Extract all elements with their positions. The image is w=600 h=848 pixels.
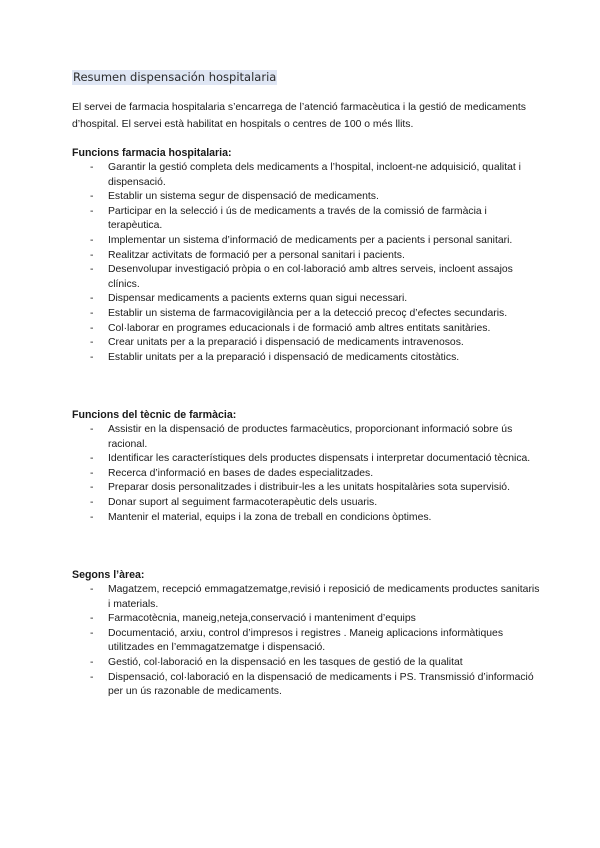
list-item: - Gestió, col·laboració en la dispensació en les tasques de gestió de la qualitat [72,656,542,671]
intro-paragraph: El servei de farmacia hospitalaria s’encarrega de l’atenció farmacèutica i la gestió de medicaments d’hospital. El servei està habilitat en hospitals o centres de 100 o més llits. [72,102,526,130]
list-item: - Desenvolupar investigació pròpia o en col·laboració amb altres serveis, incloent assajos clínics. [72,263,542,292]
section-heading: Segons l’àrea: [72,569,145,581]
list-item: - Preparar dosis personalitzades i distribuir-les a les unitats hospitalàries sota supervisió. [72,481,542,496]
bullet-list [72,583,542,700]
list-item: - Implementar un sistema d’informació de medicaments per a pacients i personal sanitari. [72,234,542,249]
document-title: Resumen dispensación hospitalaria [73,70,277,84]
list-item: - Garantir la gestió completa dels medicaments a l’hospital, incloent-ne adquisició, qualitat i dispensació. [72,161,542,190]
section-heading: Funcions del tècnic de farmàcia: [72,409,237,421]
list-item: - Mantenir el material, equips i la zona de treball en condicions òptimes. [72,511,542,526]
list-item: - Crear unitats per a la preparació i dispensació de medicaments intravenosos. [72,336,542,351]
list-item: - Farmacotècnia, maneig,neteja,conservació i manteniment d’equips [72,612,542,627]
list-item: - Assistir en la dispensació de productes farmacèutics, proporcionant informació sobre ús racional. [72,423,542,452]
section-segons-area [72,567,542,700]
section-heading: Funcions farmacia hospitalaria: [72,147,232,159]
list-item: - Dispensació, col·laboració en la dispensació de medicaments i PS. Transmissió d’informació per un ús razonable de medicaments. [72,671,542,700]
list-item: - Magatzem, recepció emmagatzematge,revisió i reposició de medicaments productes sanitaris i materials. [72,583,542,612]
list-item: - Col·laborar en programes educacionals i de formació amb altres entitats sanitàries. [72,322,542,337]
list-item: - Donar suport al seguiment farmacoterapèutic dels usuaris. [72,496,542,511]
list-item: - Recerca d’informació en bases de dades especialitzades. [72,467,542,482]
bullet-list [72,423,542,525]
list-item: - Realitzar activitats de formació per a personal sanitari i pacients. [72,249,542,264]
bullet-list [72,161,542,365]
list-item: - Dispensar medicaments a pacients externs quan sigui necessari. [72,292,542,307]
section-funcions-farmacia [72,145,542,365]
list-item: - Establir un sistema de farmacovigilància per a la detecció precoç d’efectes secundaris. [72,307,542,322]
list-item: - Participar en la selecció i ús de medicaments a través de la comissió de farmàcia i terapèutica. [72,205,542,234]
list-item: - Establir unitats per a la preparació i dispensació de medicaments citostàtics. [72,351,542,366]
list-item: - Documentació, arxiu, control d’impresos i registres . Maneig aplicacions informàtiques utilitzades en l’emmagatzematge i dispensació. [72,627,542,656]
list-item: - Identificar les característiques dels productes dispensats i interpretar documentació tècnica. [72,452,542,467]
section-funcions-tecnic [72,407,542,525]
list-item: - Establir un sistema segur de dispensació de medicaments. [72,190,542,205]
